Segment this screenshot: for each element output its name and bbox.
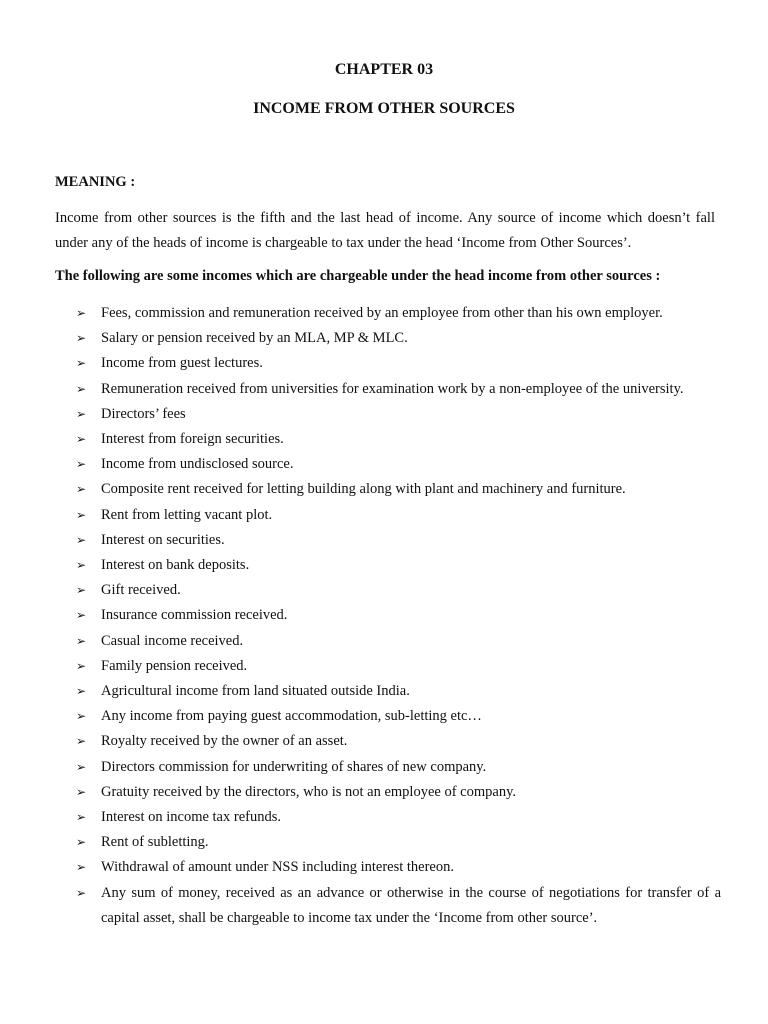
list-item	[76, 855, 726, 880]
arrow-bullet-icon: ➢	[76, 709, 87, 724]
income-list-intro: The following are some incomes which are chargeable under the head income from other sources :	[55, 268, 661, 284]
arrow-bullet-icon: ➢	[76, 381, 87, 396]
list-item	[76, 477, 726, 502]
arrow-bullet-icon: ➢	[76, 583, 87, 598]
list-item-text: Interest on bank deposits.	[101, 557, 250, 574]
list-item	[76, 351, 726, 376]
list-item-text: Composite rent received for letting building along with plant and machinery and furniture.	[101, 481, 626, 498]
income-list	[76, 301, 726, 931]
list-item-text: Withdrawal of amount under NSS including interest thereon.	[101, 859, 454, 876]
arrow-bullet-icon: ➢	[76, 835, 87, 850]
list-item	[76, 503, 726, 528]
arrow-bullet-icon: ➢	[76, 684, 87, 699]
arrow-bullet-icon: ➢	[76, 810, 87, 825]
arrow-bullet-icon: ➢	[76, 306, 87, 320]
list-item	[76, 427, 726, 452]
list-item-text: Salary or pension received by an MLA, MP & MLC.	[101, 330, 408, 347]
arrow-bullet-icon: ➢	[76, 356, 87, 371]
list-item	[76, 603, 726, 628]
meaning-heading: MEANING :	[55, 174, 136, 190]
list-item-text: Agricultural income from land situated outside India.	[101, 683, 410, 700]
arrow-bullet-icon: ➢	[76, 860, 87, 875]
list-item-text: Family pension received.	[101, 657, 248, 674]
arrow-bullet-icon: ➢	[76, 507, 87, 522]
list-item	[76, 326, 726, 351]
list-item-text: Interest on income tax refunds.	[101, 809, 281, 826]
list-item-text: Gift received.	[101, 582, 181, 599]
list-item	[76, 402, 726, 427]
list-item-text: Any sum of money, received as an advance or otherwise in the course of negotiations for transfer of a capital asset, shall be chargeable to income tax under the ‘Income from other source’.	[101, 884, 721, 926]
list-item	[76, 881, 721, 931]
list-item-text: Directors commission for underwriting of shares of new company.	[101, 758, 487, 775]
list-item-text: Casual income received.	[101, 632, 244, 649]
arrow-bullet-icon: ➢	[76, 457, 87, 472]
list-item	[76, 679, 726, 704]
list-item-text: Income from undisclosed source.	[101, 456, 294, 473]
chapter-number: CHAPTER 03	[334, 61, 434, 78]
list-item	[76, 654, 726, 679]
list-item	[76, 452, 726, 477]
list-item	[76, 629, 726, 654]
list-item-text: Any income from paying guest accommodation, sub-letting etc…	[101, 708, 482, 725]
list-item-text: Rent from letting vacant plot.	[101, 506, 273, 523]
list-item	[76, 528, 726, 553]
list-item-text: Royalty received by the owner of an asset.	[101, 733, 348, 750]
list-item-text: Interest from foreign securities.	[101, 431, 284, 448]
list-item	[76, 301, 726, 326]
list-item	[76, 578, 726, 603]
list-item-text: Fees, commission and remuneration received by an employee from other than his own employer.	[101, 305, 663, 321]
list-item	[76, 805, 726, 830]
arrow-bullet-icon: ➢	[76, 482, 87, 497]
arrow-bullet-icon: ➢	[76, 759, 87, 774]
arrow-bullet-icon: ➢	[76, 406, 87, 421]
list-item-text: Directors’ fees	[101, 405, 186, 422]
chapter-title: INCOME FROM OTHER SOURCES	[253, 100, 515, 117]
list-item-text: Income from guest lectures.	[101, 355, 263, 372]
arrow-bullet-icon: ➢	[76, 608, 87, 623]
list-item-text: Insurance commission received.	[101, 607, 288, 624]
arrow-bullet-icon: ➢	[76, 658, 87, 673]
arrow-bullet-icon: ➢	[76, 885, 87, 900]
list-item	[76, 704, 726, 729]
arrow-bullet-icon: ➢	[76, 734, 87, 749]
list-item-text: Remuneration received from universities for examination work by a non-employee of the university.	[101, 380, 684, 397]
arrow-bullet-icon: ➢	[76, 558, 87, 573]
list-item	[76, 553, 726, 578]
list-item-text: Interest on securities.	[101, 531, 225, 548]
list-item	[76, 780, 726, 805]
list-item	[76, 377, 726, 402]
list-item-text: Gratuity received by the directors, who is not an employee of company.	[101, 783, 516, 800]
list-item	[76, 830, 726, 855]
arrow-bullet-icon: ➢	[76, 784, 87, 799]
arrow-bullet-icon: ➢	[76, 532, 87, 547]
list-item-text: Rent of subletting.	[101, 834, 209, 851]
meaning-paragraph: Income from other sources is the fifth and the last head of income. Any source of income which doesn’t fall under any of the heads of income is chargeable to tax under the head ‘Income from Other Sources’.	[55, 210, 715, 251]
arrow-bullet-icon: ➢	[76, 432, 87, 447]
list-item	[76, 729, 726, 754]
list-item	[76, 755, 726, 780]
arrow-bullet-icon: ➢	[76, 633, 87, 648]
arrow-bullet-icon: ➢	[76, 331, 87, 346]
